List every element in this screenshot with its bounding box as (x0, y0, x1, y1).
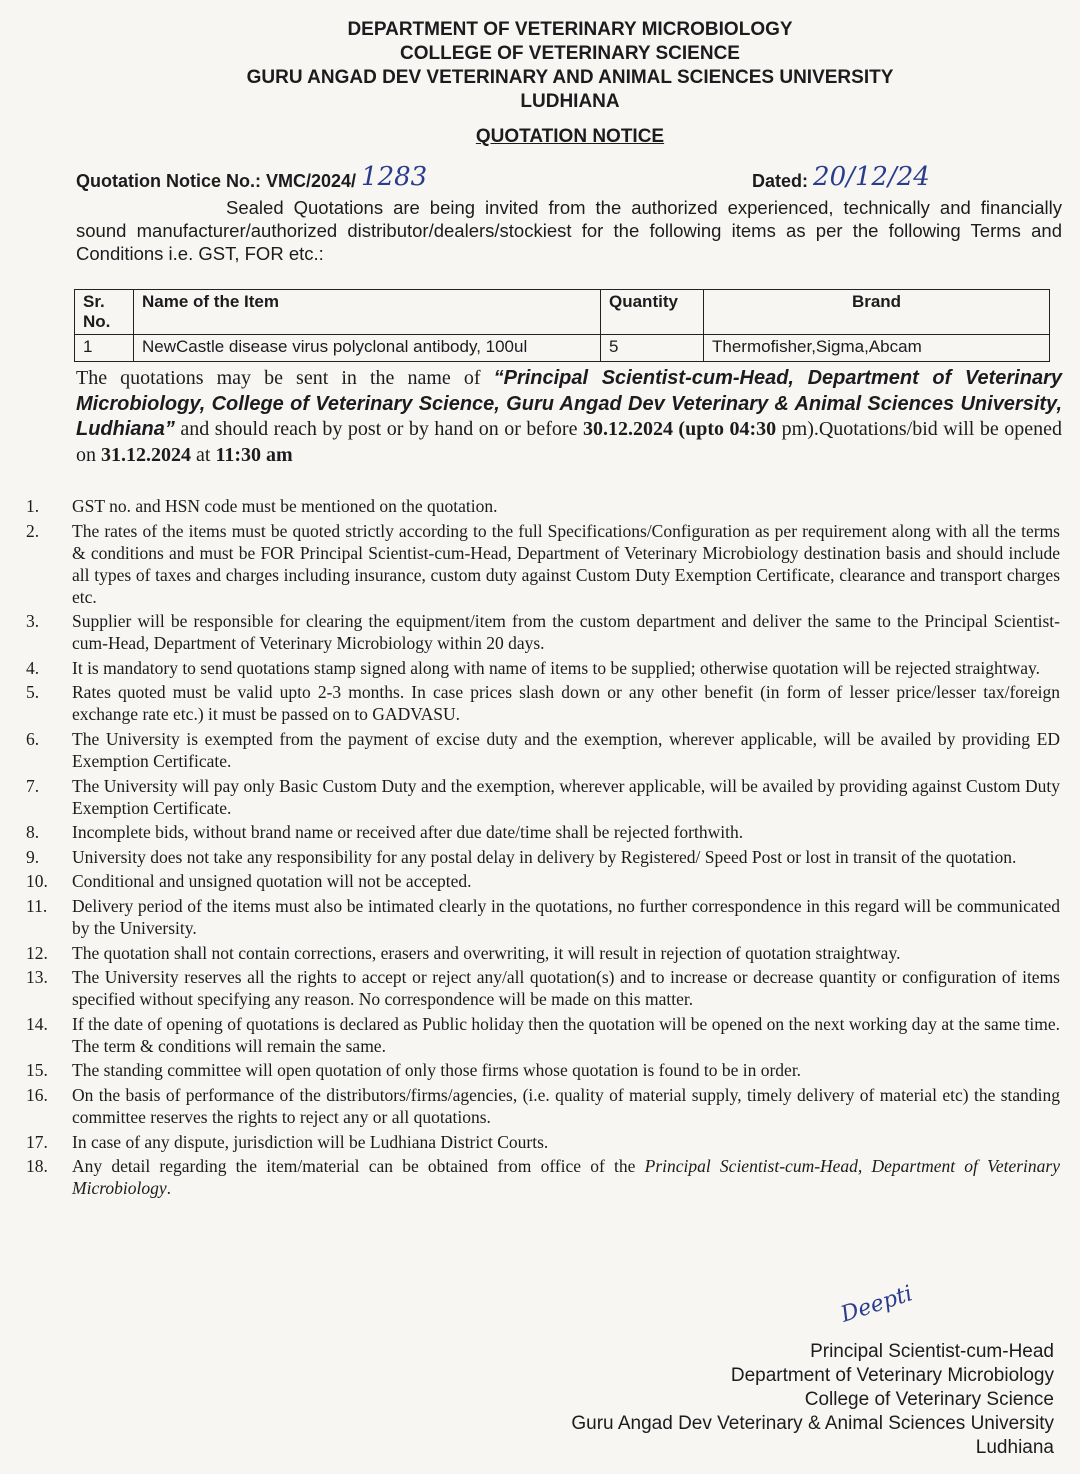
items-table (74, 289, 1050, 362)
signatory-city: Ludhiana (975, 1437, 1054, 1458)
list-item (26, 1084, 1060, 1128)
para-text-3: pm).Quotations/bid will be opened on (76, 418, 1062, 466)
list-item (26, 821, 1060, 843)
term-text: Supplier will be responsible for clearing the equipment/item from the custom department and deliver the same to the Principal Scientist-cum-Head, Department of Veterinary Microbiology within 20 days. (72, 611, 1060, 654)
term-number: 8. (26, 822, 40, 843)
addressee: “Principal Scientist-cum-Head, Department of Veterinary Microbiology, College of Veterinary Science, Guru Angad Dev Veterinary & Animal Sciences University, Ludhiana” (76, 367, 1062, 440)
col-quantity: Quantity (601, 290, 704, 335)
signatory-department: Department of Veterinary Microbiology (730, 1365, 1054, 1386)
para-text-2: and should reach by post or by hand on or before (174, 418, 583, 440)
cell-item: NewCastle disease virus polyclonal antibody, 100ul (134, 335, 601, 362)
term-text: In case of any dispute, jurisdiction will be Ludhiana District Courts. (72, 1131, 549, 1152)
intro-paragraph (76, 196, 1062, 265)
reference-line (76, 164, 1056, 194)
term-italic-text: Principal Scientist-cum-Head, Department of Veterinary Microbiology (72, 1156, 1061, 1199)
term-text: It is mandatory to send quotations stamp signed along with name of items to be supplied; otherwise quotation will be rejected straightway. (72, 657, 1040, 678)
list-item (26, 1059, 1060, 1081)
notice-number-label: Quotation Notice No.: VMC/2024/ (76, 171, 357, 191)
signatory-university: Guru Angad Dev Veterinary & Animal Sciences University (571, 1413, 1054, 1434)
submission-paragraph (76, 366, 1062, 468)
term-number: 10. (26, 871, 48, 892)
notice-title (0, 126, 1080, 148)
term-number: 7. (26, 775, 40, 796)
notice-title-text: QUOTATION NOTICE (475, 126, 665, 147)
list-item (26, 495, 1060, 517)
list-item (26, 942, 1060, 964)
list-item (26, 895, 1060, 939)
term-number: 1. (26, 496, 40, 516)
list-item (26, 966, 1060, 1010)
letterhead (0, 18, 1080, 114)
term-number: 2. (26, 520, 40, 541)
term-text: The quotation shall not contain corrections, erasers and overwriting, it will result in rejection of quotation straightway. (72, 942, 901, 963)
signatory-college: College of Veterinary Science (804, 1389, 1054, 1410)
term-number: 15. (26, 1060, 48, 1081)
table-header-row (75, 290, 1050, 335)
term-text: On the basis of performance of the distributors/firms/agencies, (i.e. quality of material supply, timely delivery of material etc) the standing committee reserves the rights to reject any or all quotations. (72, 1084, 1060, 1127)
term-text: The standing committee will open quotation of only those firms whose quotation is found to be in order. (72, 1060, 802, 1081)
para-text-4: at (191, 443, 216, 466)
terms-list (26, 495, 1060, 1202)
notice-number-handwritten: 1283 (361, 162, 428, 192)
term-number: 17. (26, 1131, 48, 1152)
term-number: 9. (26, 846, 40, 867)
term-number: 4. (26, 657, 40, 678)
term-text: GST no. and HSN code must be mentioned on the quotation. (72, 496, 498, 516)
notice-date (752, 164, 930, 194)
header-line-department: DEPARTMENT OF VETERINARY MICROBIOLOGY (347, 19, 793, 40)
cell-qty: 5 (601, 335, 704, 362)
term-text: University does not take any responsibility for any postal delay in delivery by Registered/ Speed Post or lost in transit of the quotation. (72, 846, 1017, 867)
term-text: The University is exempted from the payment of excise duty and the exemption, wherever applicable, will be availed by providing ED Exemption Certificate. (72, 728, 1060, 771)
date-label: Dated: (752, 171, 809, 191)
term-number: 13. (26, 967, 48, 988)
list-item (26, 846, 1060, 868)
term-text: Any detail regarding the item/material can be obtained from office of the (72, 1156, 645, 1177)
list-item (26, 1131, 1060, 1153)
term-number: 16. (26, 1084, 48, 1105)
list-item (26, 681, 1060, 725)
term-text: The University reserves all the rights to accept or reject any/all quotation(s) and to increase or decrease quantity or configuration of items specified without specifying any reason. No correspondence will be made on this matter. (72, 967, 1060, 1010)
term-text: The rates of the items must be quoted strictly according to the full Specifications/Configuration as per requirement along with all the terms & conditions and must be FOR Principal Scientist-cum-Head, Department of Veterinary Microbiology destination basis and should include all types of taxes and charges including insurance, custom duty against Custom Duty Exemption Certificate, clearance and transport charges etc. (72, 520, 1060, 607)
term-end: . (166, 1178, 171, 1199)
signature-block (571, 1340, 1054, 1460)
para-text-1: The quotations may be sent in the name of (76, 367, 494, 389)
table-row (75, 335, 1050, 362)
list-item (26, 1013, 1060, 1057)
signatory-title: Principal Scientist-cum-Head (810, 1341, 1054, 1362)
date-handwritten: 20/12/24 (813, 162, 930, 192)
list-item (26, 775, 1060, 819)
term-text: If the date of opening of quotations is declared as Public holiday then the quotation will be opened on the next working day at the same time. The term & conditions will remain the same. (72, 1013, 1060, 1056)
term-text: Delivery period of the items must also be intimated clearly in the quotations, no further correspondence in this regard will be communicated by the University. (72, 895, 1060, 938)
header-line-college: COLLEGE OF VETERINARY SCIENCE (400, 43, 740, 64)
header-line-university: GURU ANGAD DEV VETERINARY AND ANIMAL SCIENCES UNIVERSITY (246, 67, 894, 88)
col-item-name: Name of the Item (134, 290, 601, 335)
term-number: 3. (26, 611, 40, 632)
term-number: 6. (26, 728, 40, 749)
term-number: 12. (26, 942, 48, 963)
term-text: The University will pay only Basic Custom Duty and the exemption, wherever applicable, will be availed by providing against Custom Duty Exemption Certificate. (72, 775, 1060, 818)
term-text: Rates quoted must be valid upto 2-3 months. In case prices slash down or any other benefit (in form of lesser price/lesser tax/foreign exchange rate etc.) it must be passed on to GADVASU. (72, 682, 1060, 725)
col-brand: Brand (704, 290, 1050, 335)
intro-text: Sealed Quotations are being invited from the authorized experienced, technically and financially sound manufacturer/authorized distributor/dealers/stockiest for the following items as per the following Terms and Conditions i.e. GST, FOR etc.: (76, 197, 1062, 264)
term-number: 11. (26, 895, 48, 916)
list-item (26, 610, 1060, 654)
header-line-city: LUDHIANA (520, 91, 620, 112)
term-number: 5. (26, 682, 40, 703)
list-item (26, 728, 1060, 772)
list-item (26, 1155, 1060, 1199)
term-number: 14. (26, 1013, 48, 1034)
col-sr-no: Sr. No. (75, 290, 134, 335)
notice-number (76, 164, 427, 194)
list-item (26, 520, 1060, 608)
opening-time: 11:30 am (215, 443, 293, 466)
cell-sr: 1 (75, 335, 134, 362)
list-item (26, 657, 1060, 679)
term-text: Incomplete bids, without brand name or received after due date/time shall be rejected forthwith. (72, 822, 744, 843)
handwritten-signature: Deepti (837, 1281, 916, 1328)
list-item (26, 870, 1060, 892)
deadline: 30.12.2024 (upto 04:30 (582, 418, 777, 440)
term-text: Conditional and unsigned quotation will not be accepted. (72, 871, 472, 892)
cell-brand: Thermofisher,Sigma,Abcam (704, 335, 1050, 362)
term-number: 18. (26, 1156, 48, 1177)
opening-date: 31.12.2024 (101, 443, 191, 466)
